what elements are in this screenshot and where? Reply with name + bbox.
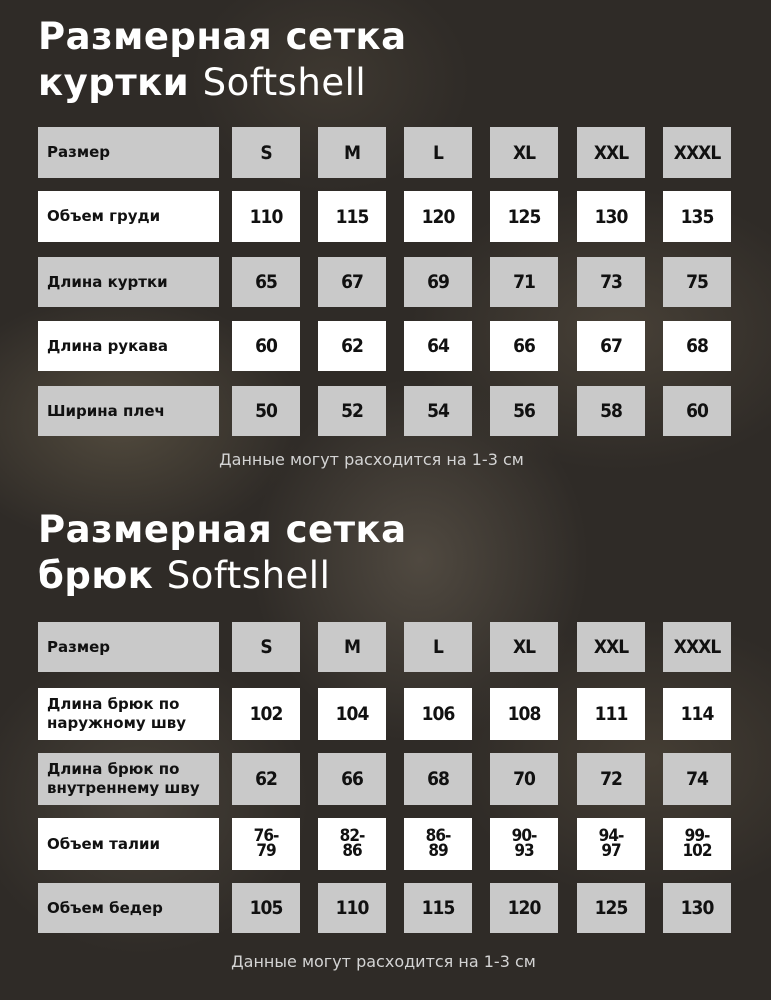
pants-size-s-text: S [260,636,272,658]
pants-size-xl [490,622,558,672]
pants-row-value-text: 102 [249,703,283,725]
jacket-title [38,14,407,106]
jacket-size-s [232,127,300,178]
pants-row-label [38,688,219,740]
jacket-row-value [577,321,645,371]
jacket-row-label-text: Длина рукава [47,336,168,355]
pants-row-value-text: 66 [341,768,363,790]
pants-row-value [232,883,300,933]
jacket-row-value [404,191,472,242]
jacket-row-value-text: 110 [249,205,283,228]
pants-row-label [38,818,219,870]
jacket-row-value [490,191,558,242]
jacket-row-value [490,257,558,307]
jacket-row-value-text: 130 [594,205,628,228]
pants-row-value-text: 62 [255,768,277,790]
jacket-row-value [318,257,386,307]
jacket-row-value [663,321,731,371]
jacket-size-xxxl-text: XXXL [673,141,721,164]
jacket-row-label [38,386,219,436]
jacket-row-label [38,321,219,371]
pants-row-value-text: 115 [421,897,455,919]
jacket-row-value-text: 75 [686,271,708,293]
pants-row-label-text: Длина брюк по наружному шву [47,695,187,732]
pants-row-value-text: 68 [427,768,449,790]
pants-row-value-text: 125 [594,897,628,919]
pants-row-value [318,688,386,740]
jacket-row-value-text: 120 [421,205,455,228]
pants-row-label [38,883,219,933]
pants-row-value [404,883,472,933]
pants-row-value-text: 104 [335,703,369,725]
jacket-row-value-text: 60 [255,335,277,357]
pants-note: Данные могут расходится на 1-3 см [231,952,536,971]
jacket-row-value [663,191,731,242]
jacket-row-value-text: 56 [513,400,535,422]
jacket-size-xxl [577,127,645,178]
pants-row-value [318,818,386,870]
pants-row-value [490,818,558,870]
jacket-row-value [663,386,731,436]
pants-row-value [232,688,300,740]
jacket-row-value [318,386,386,436]
pants-row-value [490,753,558,805]
jacket-row-value-text: 115 [335,205,369,228]
pants-size-xxxl [663,622,731,672]
pants-row-value-text: 111 [594,703,628,725]
pants-row-value [232,753,300,805]
jacket-row-value-text: 73 [600,271,622,293]
pants-header-label [38,622,219,672]
pants-row-value-text: 105 [249,897,283,919]
pants-row-value [318,753,386,805]
pants-header-label-text: Размер [47,637,111,656]
pants-row-value [663,883,731,933]
pants-row-value [577,753,645,805]
jacket-row-label-text: Длина куртки [47,272,168,291]
jacket-row-value-text: 60 [686,400,708,422]
jacket-row-value-text: 66 [513,335,535,357]
jacket-size-m-text: M [343,141,360,164]
pants-row-value-text: 120 [507,897,541,919]
pants-title-bold: брюк [38,554,154,597]
pants-size-m-text: M [343,636,360,658]
jacket-title-line1: Размерная сетка [38,15,407,58]
pants-row-value-text: 106 [421,703,455,725]
pants-row-value-text: 110 [335,897,369,919]
pants-size-xxl-text: XXL [593,636,629,658]
pants-row-value-text: 82- 86 [339,826,365,861]
jacket-row-label [38,191,219,242]
jacket-row-value [232,191,300,242]
pants-row-value-text: 130 [680,897,714,919]
pants-row-value-text: 108 [507,703,541,725]
pants-row-label [38,753,219,805]
pants-row-value-text: 90- 93 [511,826,537,861]
jacket-row-value-text: 67 [600,335,622,357]
pants-row-value [577,883,645,933]
jacket-title-bold: куртки [38,61,190,104]
jacket-row-value [318,191,386,242]
pants-size-xxxl-text: XXXL [673,636,721,658]
pants-row-value-text: 94- 97 [598,826,624,861]
jacket-row-value [490,321,558,371]
jacket-row-value [232,321,300,371]
pants-row-value [663,818,731,870]
pants-row-value [404,688,472,740]
jacket-row-value [318,321,386,371]
pants-row-value [577,818,645,870]
jacket-row-value-text: 71 [513,271,535,293]
pants-row-value-text: 70 [513,768,535,790]
jacket-row-value-text: 69 [427,271,449,293]
jacket-row-label-text: Ширина плеч [47,401,165,420]
pants-row-value [404,753,472,805]
pants-size-xxl [577,622,645,672]
jacket-note: Данные могут расходится на 1-3 см [219,450,524,469]
pants-row-value [490,883,558,933]
jacket-row-value [404,386,472,436]
pants-row-value [663,688,731,740]
pants-row-value [490,688,558,740]
pants-title-light: Softshell [166,554,331,597]
jacket-row-value [232,386,300,436]
jacket-row-value-text: 64 [427,335,449,357]
jacket-size-xxl-text: XXL [593,141,629,164]
jacket-row-label-text: Объем груди [47,207,161,225]
jacket-row-value-text: 52 [341,400,363,422]
jacket-row-value-text: 50 [255,400,277,422]
jacket-size-m [318,127,386,178]
pants-size-xl-text: XL [512,636,536,658]
jacket-size-xl [490,127,558,178]
jacket-row-value-text: 68 [686,335,708,357]
jacket-size-xxxl [663,127,731,178]
jacket-size-s-text: S [260,141,272,164]
jacket-row-value-text: 54 [427,400,449,422]
pants-size-m [318,622,386,672]
jacket-row-value [577,257,645,307]
pants-row-value [404,818,472,870]
pants-row-value-text: 99- 102 [682,826,712,861]
pants-title-line1: Размерная сетка [38,508,407,551]
jacket-header-label [38,127,219,178]
jacket-header-label-text: Размер [47,143,111,161]
pants-row-value-text: 86- 89 [425,826,451,861]
jacket-title-light: Softshell [202,61,367,104]
jacket-row-value [663,257,731,307]
jacket-row-value-text: 58 [600,400,622,422]
jacket-row-value [404,257,472,307]
jacket-size-l [404,127,472,178]
jacket-row-value-text: 135 [680,205,714,228]
jacket-row-value-text: 65 [255,271,277,293]
pants-row-label-text: Длина брюк по внутреннему шву [47,760,200,797]
jacket-row-value-text: 125 [507,205,541,228]
pants-title [38,507,407,599]
pants-size-l-text: L [433,636,443,658]
pants-row-value [232,818,300,870]
jacket-size-l-text: L [433,141,443,164]
jacket-row-value [577,191,645,242]
jacket-row-value [577,386,645,436]
pants-row-value-text: 76- 79 [253,826,279,861]
pants-row-label-text: Объем талии [47,834,160,853]
pants-row-value-text: 114 [680,703,714,725]
jacket-row-value [232,257,300,307]
jacket-row-value-text: 67 [341,271,363,293]
pants-row-value [318,883,386,933]
jacket-row-value [490,386,558,436]
pants-row-value [577,688,645,740]
jacket-row-value [404,321,472,371]
jacket-row-label [38,257,219,307]
jacket-row-value-text: 62 [341,335,363,357]
pants-row-value [663,753,731,805]
jacket-size-xl-text: XL [512,141,536,164]
pants-row-value-text: 74 [686,768,708,790]
pants-size-s [232,622,300,672]
pants-row-label-text: Объем бедер [47,898,163,917]
pants-row-value-text: 72 [600,768,622,790]
pants-size-l [404,622,472,672]
